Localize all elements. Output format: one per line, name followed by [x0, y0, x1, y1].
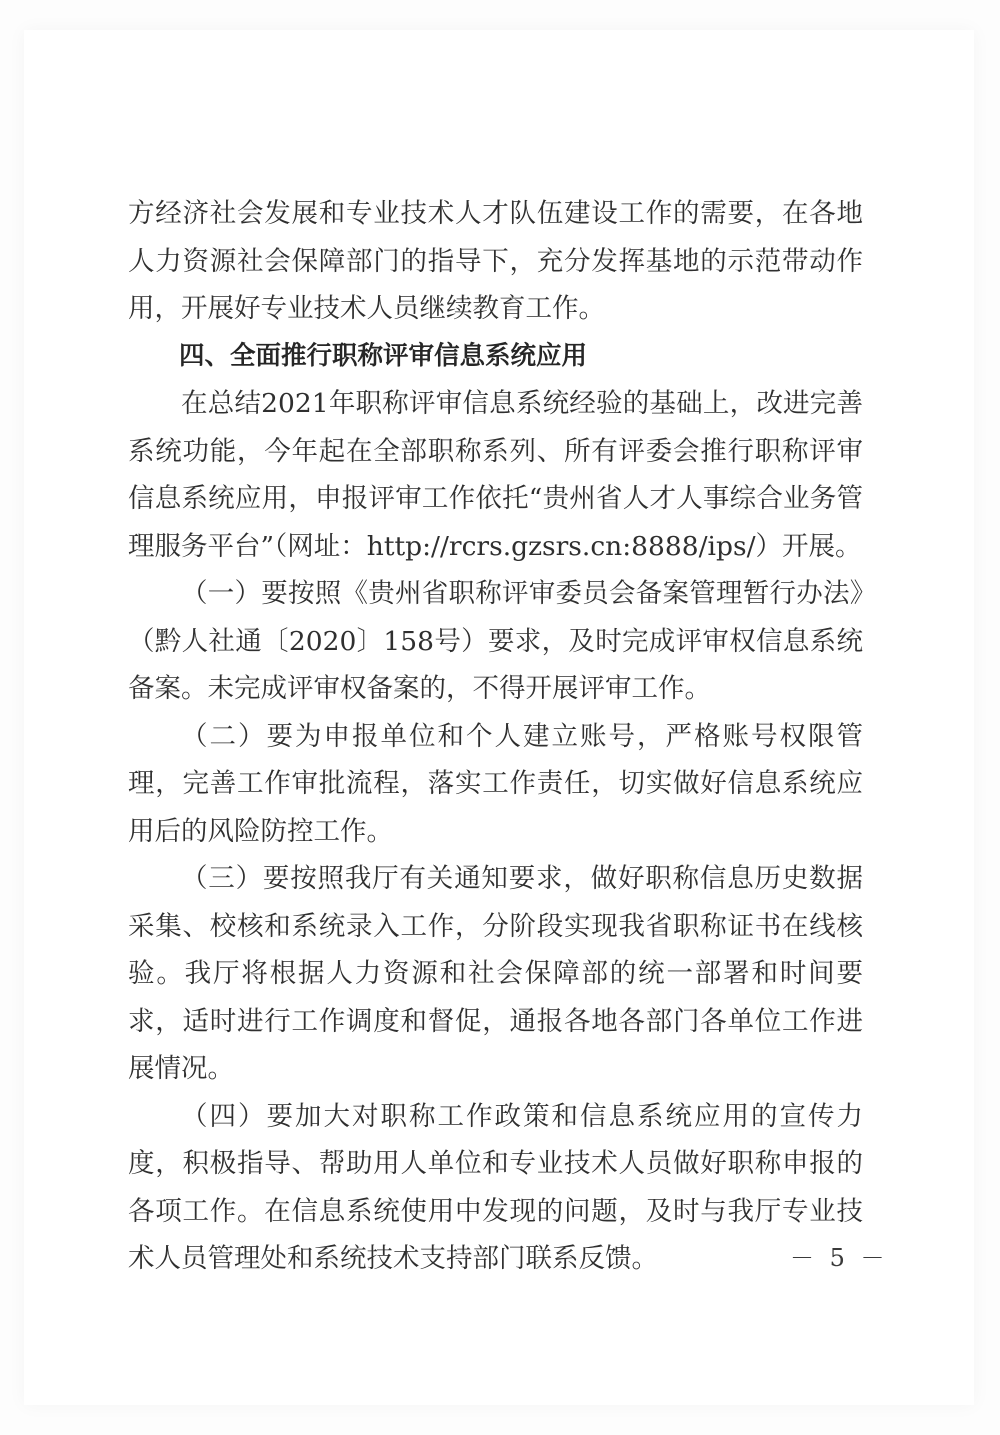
paragraph-item-2: （二）要为申报单位和个人建立账号，严格账号权限管理，完善工作审批流程，落实工作责任，切实做好信息系统应用后的风险防控工作。	[128, 720, 863, 847]
paragraph-item-4: （四）要加大对职称工作政策和信息系统应用的宣传力度，积极指导、帮助用人单位和专业技术人员做好职称申报的各项工作。在信息系统使用中发现的问题，及时与我厅专业技术人员管理处和系统技术支持部门联系反馈。	[128, 1100, 863, 1274]
paragraph-item-1: （一）要按照《贵州省职称评审委员会备案管理暂行办法》（黔人社通〔2020〕158号）要求，及时完成评审权信息系统备案。未完成评审权备案的，不得开展评审工作。	[128, 578, 863, 704]
paragraph-system-application: 在总结2021年职称评审信息系统经验的基础上，改进完善系统功能，今年起在全部职称系列、所有评委会推行职称评审信息系统应用，申报评审工作依托“贵州省人才人事综合业务管理服务平台”（网址：http://rcrs.gzsrs.cn:8888/ips/）开展。	[128, 388, 863, 562]
section-heading-4: 四、全面推行职称评审信息系统应用	[179, 340, 588, 371]
paragraph-continuation: 方经济社会发展和专业技术人才队伍建设工作的需要，在各地人力资源社会保障部门的指导下，充分发挥基地的示范带动作用，开展好专业技术人员继续教育工作。	[128, 198, 863, 324]
document-body	[128, 190, 863, 1283]
page-number: － 5 －	[790, 1244, 889, 1272]
paragraph-item-3: （三）要按照我厅有关通知要求，做好职称信息历史数据采集、校核和系统录入工作，分阶段实现我省职称证书在线核验。我厅将根据人力资源和社会保障部的统一部署和时间要求，适时进行工作调度和督促，通报各地各部门各单位工作进展情况。	[128, 863, 863, 1084]
